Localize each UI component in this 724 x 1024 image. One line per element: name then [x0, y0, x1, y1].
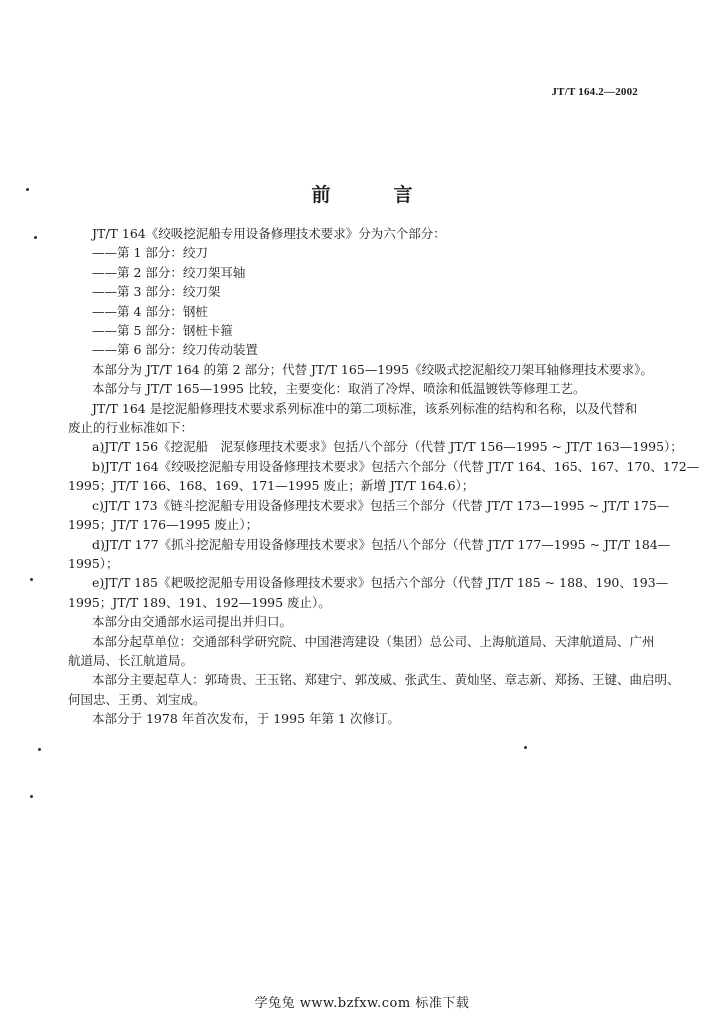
scan-speck	[26, 188, 29, 191]
body-paragraph: e)JT/T 185《耙吸挖泥船专用设备修理技术要求》包括六个部分（代替 JT/T 185 ~ 188、190、193—	[92, 575, 669, 591]
body-paragraph: ——第 6 部分：绞刀传动装置	[92, 342, 258, 358]
body-paragraph: 1995；JT/T 189、191、192—1995 废止）。	[68, 594, 331, 610]
body-paragraph: 本部分由交通部水运司提出并归口。	[92, 614, 293, 630]
scan-speck	[524, 746, 527, 749]
page-title: 前 言	[311, 184, 435, 206]
body-paragraph: 本部分与 JT/T 165—1995 比较，主要变化：取消了冷焊、喷涂和低温镀铁等修理工艺。	[92, 381, 586, 397]
body-paragraph: 本部分为 JT/T 164 的第 2 部分；代替 JT/T 165—1995《绞吸式挖泥船绞刀架耳轴修理技术要求》。	[92, 361, 653, 377]
scan-speck	[30, 578, 33, 581]
body-paragraph: c)JT/T 173《链斗挖泥船专用设备修理技术要求》包括三个部分（代替 JT/T 173—1995 ~ JT/T 175—	[92, 497, 670, 513]
body-paragraph: ——第 1 部分：绞刀	[92, 245, 208, 261]
body-paragraph: ——第 5 部分：钢桩卡箍	[92, 323, 233, 339]
body-paragraph: JT/T 164《绞吸挖泥船专用设备修理技术要求》分为六个部分：	[92, 226, 446, 241]
body-paragraph: 本部分于 1978 年首次发布，于 1995 年第 1 次修订。	[92, 711, 400, 727]
body-paragraph: 本部分主要起草人：郭琦贵、王玉铭、郑建宁、郭茂威、张武生、黄灿坚、章志新、郑扬、王键、曲启明、	[92, 672, 680, 688]
body-paragraph: ——第 3 部分：绞刀架	[92, 284, 221, 300]
body-paragraph: 废止的行业标准如下：	[68, 420, 194, 436]
scan-speck	[38, 748, 41, 751]
foreword-body	[68, 224, 700, 729]
body-paragraph: 本部分起草单位：交通部科学研究院、中国港湾建设（集团）总公司、上海航道局、天津航道局、广州	[92, 633, 655, 649]
watermark-footer: 学兔兔 www.bzfxw.com 标准下载	[254, 996, 470, 1011]
body-paragraph: JT/T 164 是挖泥船修理技术要求系列标准中的第二项标准，该系列标准的结构和名称，以及代替和	[92, 400, 638, 416]
body-paragraph: ——第 4 部分：钢桩	[92, 303, 208, 319]
scan-speck	[30, 795, 33, 798]
body-paragraph: ——第 2 部分：绞刀架耳轴	[92, 264, 246, 280]
body-paragraph: 1995；JT/T 166、168、169、171—1995 废止；新增 JT/T 164.6）；	[68, 478, 475, 494]
scan-speck	[34, 236, 37, 239]
body-paragraph: a)JT/T 156《挖泥船 泥泵修理技术要求》包括八个部分（代替 JT/T 156—1995 ~ JT/T 163—1995）；	[92, 439, 683, 455]
body-paragraph: 1995；JT/T 176—1995 废止）；	[68, 517, 259, 533]
body-paragraph: 何国忠、王勇、刘宝成。	[68, 691, 206, 707]
body-paragraph: d)JT/T 177《抓斗挖泥船专用设备修理技术要求》包括八个部分（代替 JT/T 177—1995 ~ JT/T 184—	[92, 536, 671, 552]
body-paragraph: b)JT/T 164《绞吸挖泥船专用设备修理技术要求》包括六个部分（代替 JT/T 164、165、167、170、172—	[92, 458, 700, 474]
body-paragraph: 航道局、长江航道局。	[68, 652, 194, 668]
standard-code-header: JT/T 164.2—2002	[551, 86, 638, 98]
body-paragraph: 1995）；	[68, 555, 119, 571]
